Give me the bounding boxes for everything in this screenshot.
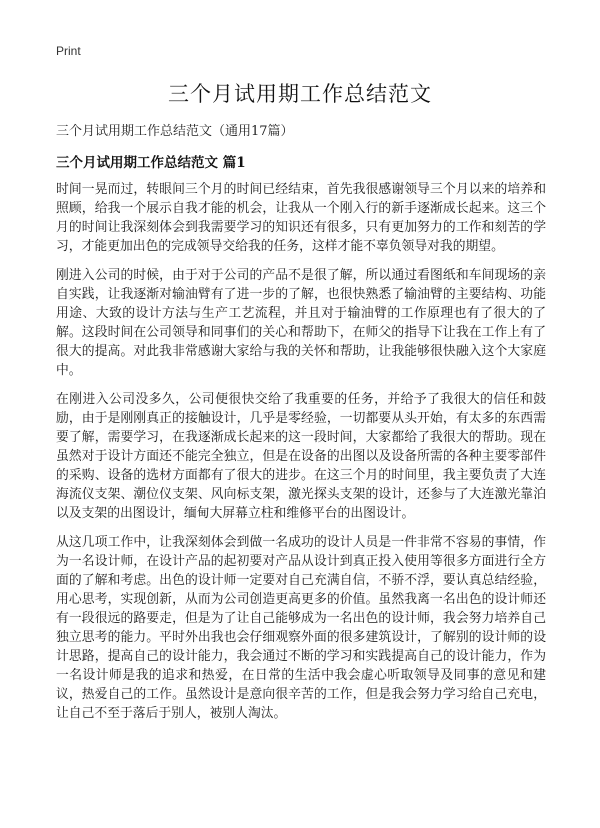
page-title: 三个月试用期工作总结范文 [168, 82, 432, 106]
document-body [56, 180, 546, 733]
section-heading: 三个月试用期工作总结范文 篇1 [56, 155, 246, 171]
document-subtitle: 三个月试用期工作总结范文（通用17篇） [56, 124, 294, 139]
body-paragraph: 在刚进入公司没多久，公司便很快交给了我重要的任务，并给予了我很大的信任和鼓励，由于是刚刚真正的接触设计，几乎是零经验，一切都要从头开始，有太多的东西需要了解，需要学习，在我逐渐成长起来的这一段时间，大家都给了我很大的帮助。现在虽然对于设计方面还不能完全独立，但是在设备的出图以及设备所需的各种主要零部件的采购、设备的选材方面都有了很大的进步。在这三个月的时间里，我主要负责了大连海流仪支架、潮位仪支架、风向标支架，激光探头支架的设计，还参与了大连激光靠泊以及支架的出图设计，缅甸大屏幕立柱和维修平台的出图设计。 [56, 392, 546, 521]
print-label: Print [56, 44, 81, 58]
body-paragraph: 刚进入公司的时候，由于对于公司的产品不是很了解，所以通过看图纸和车间现场的亲自实践，让我逐渐对输油臂有了进一步的了解，也很快熟悉了输油臂的主要结构、功能用途、大致的设计方法与生产工艺流程，并且对于输油臂的工作原理也有了很大的了解。这段时间在公司领导和同事们的关心和帮助下，在师父的指导下让我在工作上有了很大的提高。对此我非常感谢大家给与我的关怀和帮助，让我能够很快融入这个大家庭中。 [56, 268, 546, 378]
body-paragraph: 时间一晃而过，转眼间三个月的时间已经结束，首先我很感谢领导三个月以来的培养和照顾，给我一个展示自我才能的机会，让我从一个刚入行的新手逐渐成长起来。这三个月的时间让我深刻体会到我需要学习的知识还有很多，只有更加努力的工作和刻苦的学习，才能更加出色的完成领导交给我的任务，这样才能不辜负领导对我的期望。 [56, 182, 546, 254]
body-paragraph: 从这几项工作中，让我深刻体会到做一名成功的设计人员是一件非常不容易的事情，作为一名设计师，在设计产品的起初要对产品从设计到真正投入使用等很多方面进行全方面的了解和考虑。出色的设计师一定要对自己充满自信，不骄不浮，要认真总结经验，用心思考，实现创新，从而为公司创造更高更多的价值。虽然我离一名出色的设计师还有一段很远的路要走，但是为了让自己能够成为一名出色的设计师，我会努力培养自己独立思考的能力。平时外出我也会仔细观察外面的很多建筑设计，了解别的设计师的设计思路，提高自己的设计能力，我会通过不断的学习和实践提高自己的设计能力，作为一名设计师是我的追求和热爱，在日常的生活中我会虚心听取领导及同事的意见和建议，热爱自己的工作。虽然设计是意向很辛苦的工作，但是我会努力学习给自己充电，让自己不至于落后于别人，被别人淘汰。 [56, 535, 546, 721]
